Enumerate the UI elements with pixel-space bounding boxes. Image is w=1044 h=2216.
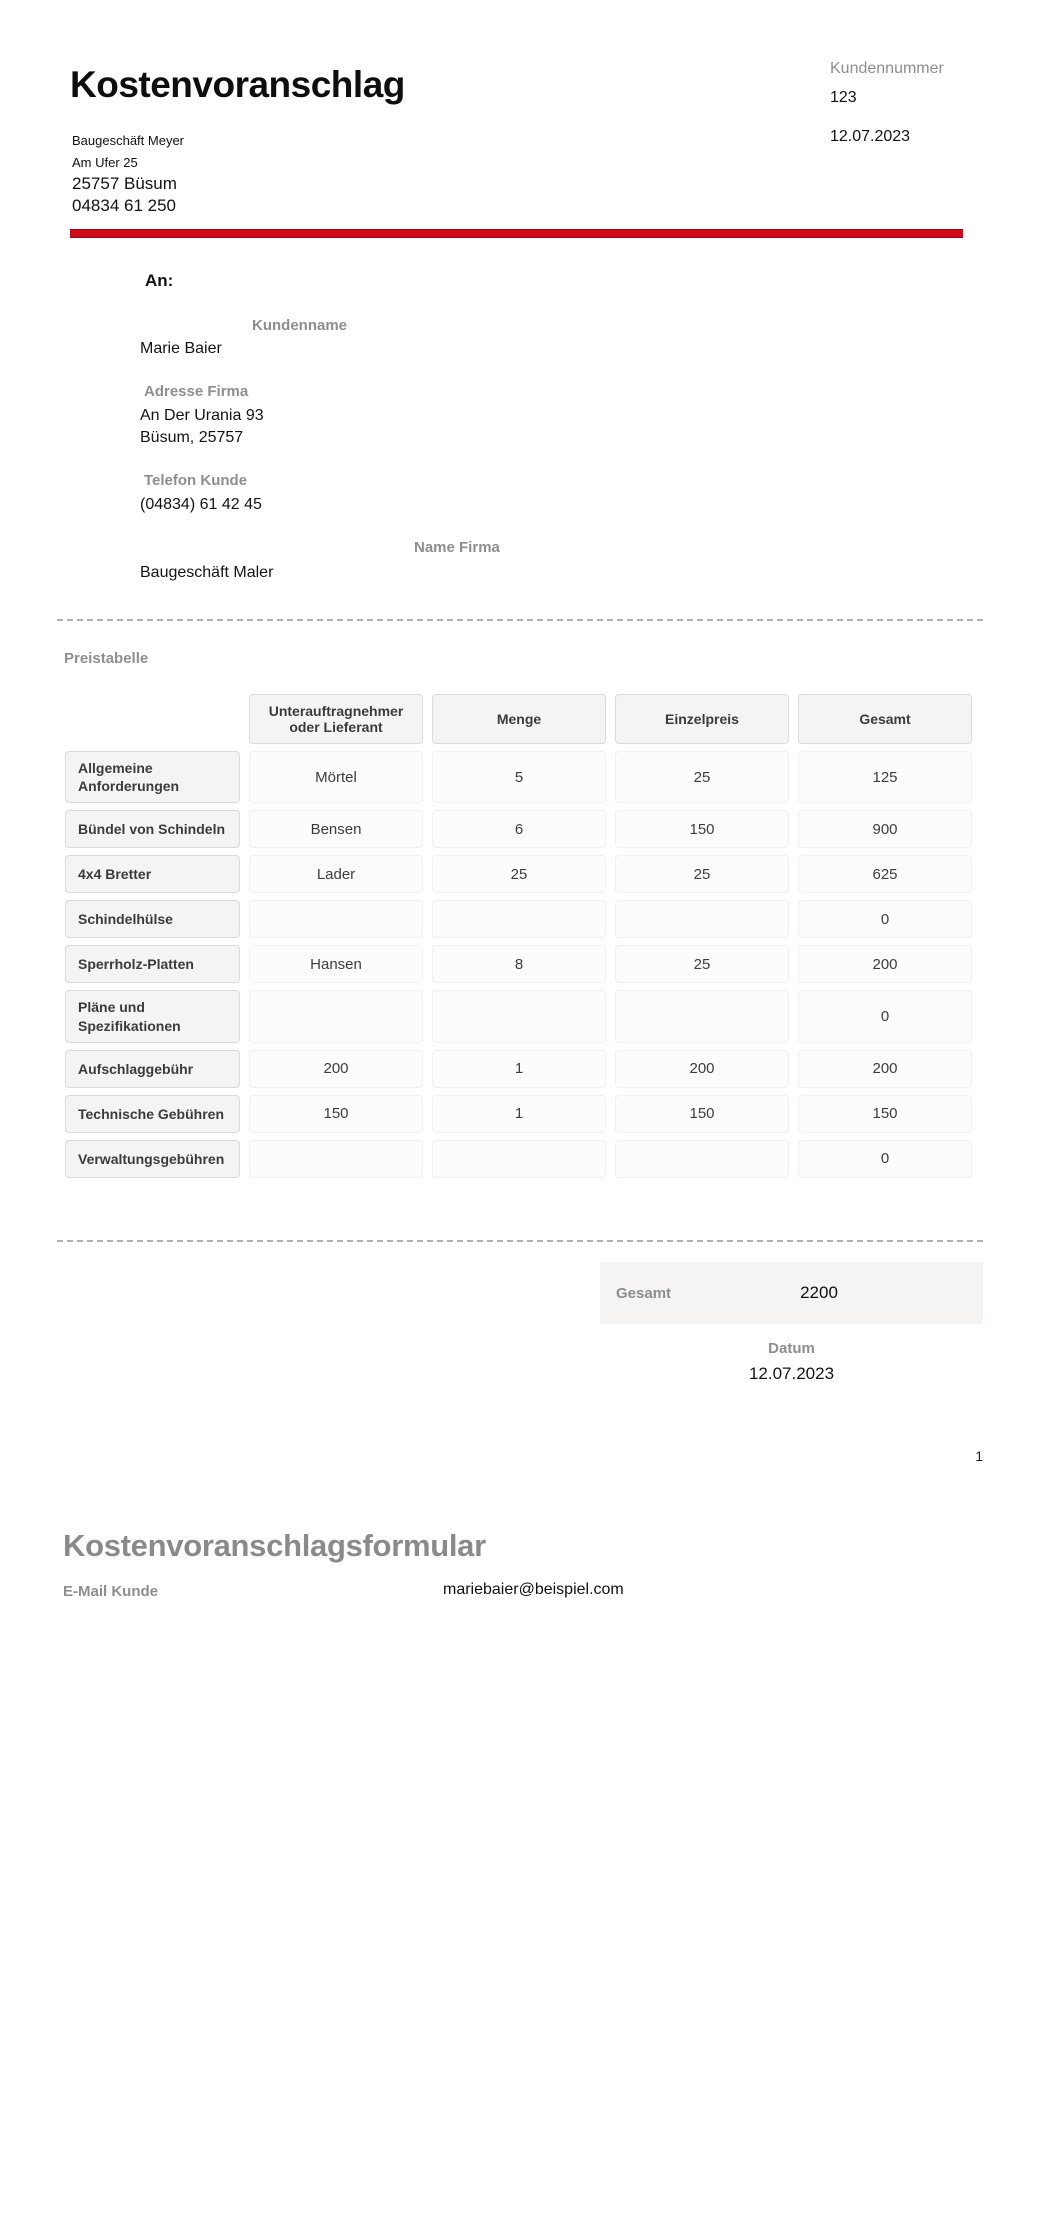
datum-value: 12.07.2023 (748, 1364, 835, 1383)
recipient-heading: An: (145, 271, 174, 290)
menge-cell: 8 (432, 945, 606, 983)
gesamt-cell: 200 (798, 945, 972, 983)
column-header-einzelpreis: Einzelpreis (615, 694, 789, 744)
company-street: Am Ufer 25 (72, 155, 138, 170)
gesamt-cell: 625 (798, 855, 972, 893)
gesamt-cell: 900 (798, 810, 972, 848)
gesamt-cell: 0 (798, 900, 972, 938)
kundenname-label: Kundenname (252, 317, 348, 334)
company-phone: 04834 61 250 (72, 196, 176, 215)
supplier-cell: Bensen (249, 810, 423, 848)
einzelpreis-cell (615, 990, 789, 1042)
supplier-cell (249, 990, 423, 1042)
adresse-line2: Büsum, 25757 (140, 429, 244, 446)
menge-cell: 6 (432, 810, 606, 848)
supplier-cell: Mörtel (249, 751, 423, 803)
einzelpreis-cell (615, 900, 789, 938)
customer-number-value: 123 (830, 89, 857, 106)
adresse-firma-label: Adresse Firma (144, 383, 249, 400)
header-spacer (65, 694, 240, 744)
supplier-cell (249, 1140, 423, 1178)
adresse-line1: An Der Urania 93 (140, 407, 264, 424)
menge-cell: 5 (432, 751, 606, 803)
supplier-cell: 200 (249, 1050, 423, 1088)
menge-cell (432, 1140, 606, 1178)
row-label-cell: Pläne und Spezifikationen (65, 990, 240, 1042)
company-city: 25757 Büsum (72, 174, 177, 193)
telefon-kunde-label: Telefon Kunde (144, 472, 248, 489)
menge-cell: 1 (432, 1050, 606, 1088)
page-title: Kostenvoranschlag (70, 64, 405, 105)
gesamt-cell: 0 (798, 990, 972, 1042)
menge-cell: 1 (432, 1095, 606, 1133)
company-name: Baugeschäft Meyer (72, 133, 185, 148)
name-firma-value: Baugeschäft Maler (140, 564, 274, 581)
column-header-gesamt: Gesamt (798, 694, 972, 744)
column-header-menge: Menge (432, 694, 606, 744)
telefon-kunde-value: (04834) 61 42 45 (140, 496, 262, 513)
kundenname-value: Marie Baier (140, 340, 222, 357)
einzelpreis-cell: 25 (615, 945, 789, 983)
gesamt-cell: 0 (798, 1140, 972, 1178)
estimate-date: 12.07.2023 (830, 128, 911, 145)
total-box (600, 1262, 983, 1324)
einzelpreis-cell: 200 (615, 1050, 789, 1088)
einzelpreis-cell: 25 (615, 751, 789, 803)
supplier-cell: 150 (249, 1095, 423, 1133)
row-label-cell: 4x4 Bretter (65, 855, 240, 893)
price-table-section-label: Preistabelle (64, 650, 149, 667)
supplier-cell (249, 900, 423, 938)
menge-cell (432, 900, 606, 938)
row-label-cell: Schindelhülse (65, 900, 240, 938)
row-label-cell: Aufschlaggebühr (65, 1050, 240, 1088)
total-label: Gesamt (616, 1284, 672, 1302)
row-label-cell: Technische Gebühren (65, 1095, 240, 1133)
email-label: E-Mail Kunde (63, 1583, 159, 1600)
menge-cell: 25 (432, 855, 606, 893)
price-table (65, 694, 972, 1178)
row-label-cell: Sperrholz-Platten (65, 945, 240, 983)
datum-label: Datum (768, 1340, 815, 1357)
red-divider (70, 229, 963, 238)
total-value: 2200 (800, 1283, 838, 1302)
gesamt-cell: 200 (798, 1050, 972, 1088)
email-value: mariebaier@beispiel.com (443, 1581, 624, 1598)
einzelpreis-cell: 150 (615, 810, 789, 848)
column-header-supplier: Unterauftragnehmer oder Lieferant (249, 694, 423, 744)
gesamt-cell: 125 (798, 751, 972, 803)
supplier-cell: Lader (249, 855, 423, 893)
form-title: Kostenvoranschlagsformular (63, 1528, 486, 1563)
einzelpreis-cell (615, 1140, 789, 1178)
einzelpreis-cell: 25 (615, 855, 789, 893)
customer-number-label: Kundennummer (830, 60, 944, 77)
row-label-cell: Bündel von Schindeln (65, 810, 240, 848)
dashed-divider-bottom (57, 1240, 983, 1242)
row-label-cell: Allgemeine Anforderungen (65, 751, 240, 803)
dashed-divider-top (57, 619, 983, 621)
einzelpreis-cell: 150 (615, 1095, 789, 1133)
name-firma-label: Name Firma (414, 539, 500, 556)
page-number: 1 (975, 1448, 983, 1464)
supplier-cell: Hansen (249, 945, 423, 983)
row-label-cell: Verwaltungsgebühren (65, 1140, 240, 1178)
menge-cell (432, 990, 606, 1042)
gesamt-cell: 150 (798, 1095, 972, 1133)
